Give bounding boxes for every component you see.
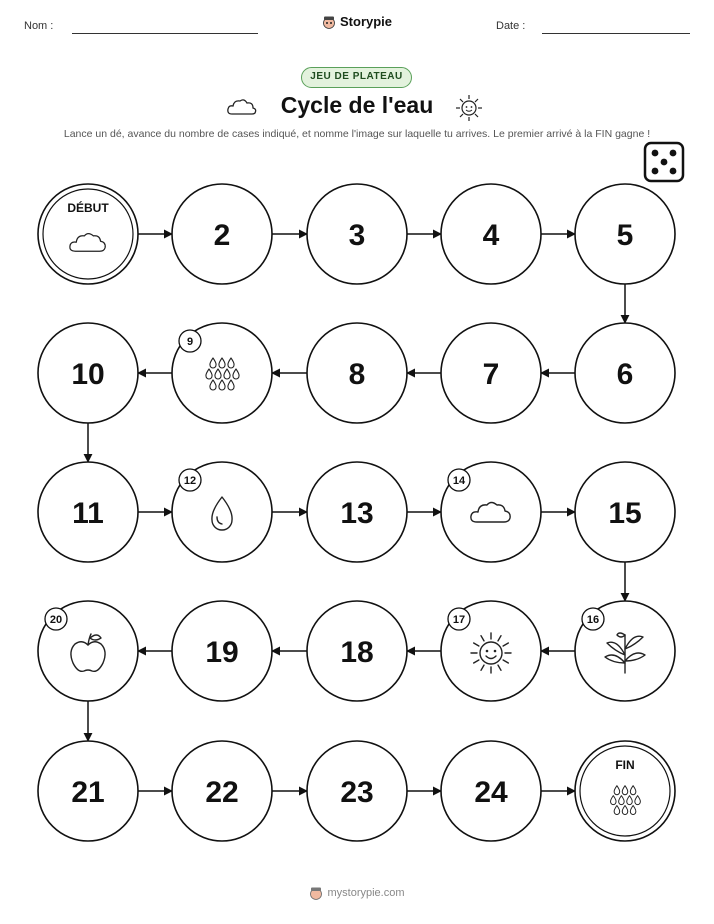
board-cell — [441, 323, 541, 423]
cell-number: 17 — [452, 614, 466, 626]
cell-circle — [575, 741, 675, 841]
cell-number: 22 — [205, 776, 239, 809]
board-cell — [38, 323, 138, 423]
brand-name: Storypie — [340, 14, 393, 29]
instructions: Lance un dé, avance du nombre de cases indiqué, et nomme l'image sur laquelle tu arrives. Le premier arrivé à la FIN gagne ! — [63, 128, 651, 140]
mascot-icon — [309, 886, 323, 900]
board-cell — [307, 601, 407, 701]
cell-number: 11 — [72, 497, 104, 530]
cell-label: DÉBUT — [67, 201, 109, 215]
cell-number: 2 — [213, 219, 231, 252]
footer — [0, 886, 714, 900]
cell-number: 5 — [616, 219, 634, 252]
footer-url: mystorypie.com — [327, 887, 405, 899]
board-cell — [307, 184, 407, 284]
cell-number: 23 — [340, 776, 374, 809]
cell-number: 21 — [71, 776, 105, 809]
cell-number: 4 — [482, 219, 500, 252]
cell-number: 16 — [586, 614, 600, 626]
board-cell — [307, 462, 407, 562]
cell-number: 8 — [348, 358, 366, 391]
cell-number: 9 — [186, 336, 194, 348]
board-cell — [307, 323, 407, 423]
board-cell — [441, 601, 541, 701]
cell-end — [575, 741, 675, 841]
board-cell — [38, 462, 138, 562]
name-label: Nom : — [24, 20, 54, 32]
cell-number: 7 — [482, 358, 500, 391]
board-cell — [575, 462, 675, 562]
board-cell — [575, 323, 675, 423]
board-cell — [441, 741, 541, 841]
board-cell — [172, 323, 272, 423]
cell-label: FIN — [615, 758, 635, 772]
board-cell — [172, 462, 272, 562]
board-cell — [172, 184, 272, 284]
board-cell — [38, 601, 138, 701]
board-cell — [575, 601, 675, 701]
board-cell — [172, 741, 272, 841]
cell-number: 12 — [183, 475, 197, 487]
cell-number: 20 — [49, 614, 63, 626]
cell-number: 10 — [71, 358, 105, 391]
board-cell — [172, 601, 272, 701]
cell-number: 13 — [340, 497, 374, 530]
cell-start — [38, 184, 138, 284]
board-cell — [38, 741, 138, 841]
date-label: Date : — [496, 20, 526, 32]
cell-number: 14 — [452, 475, 466, 487]
cell-number: 19 — [205, 636, 239, 669]
cell-number: 3 — [348, 219, 366, 252]
cell-number: 15 — [608, 497, 642, 530]
board-cell — [441, 184, 541, 284]
cell-number: 18 — [340, 636, 374, 669]
board-cell — [441, 462, 541, 562]
cell-number: 24 — [474, 776, 508, 809]
game-type-badge: JEU DE PLATEAU — [301, 67, 412, 88]
board-cell — [307, 741, 407, 841]
board-cell — [575, 184, 675, 284]
cell-number: 6 — [616, 358, 634, 391]
page-title: Cycle de l'eau — [280, 92, 434, 118]
